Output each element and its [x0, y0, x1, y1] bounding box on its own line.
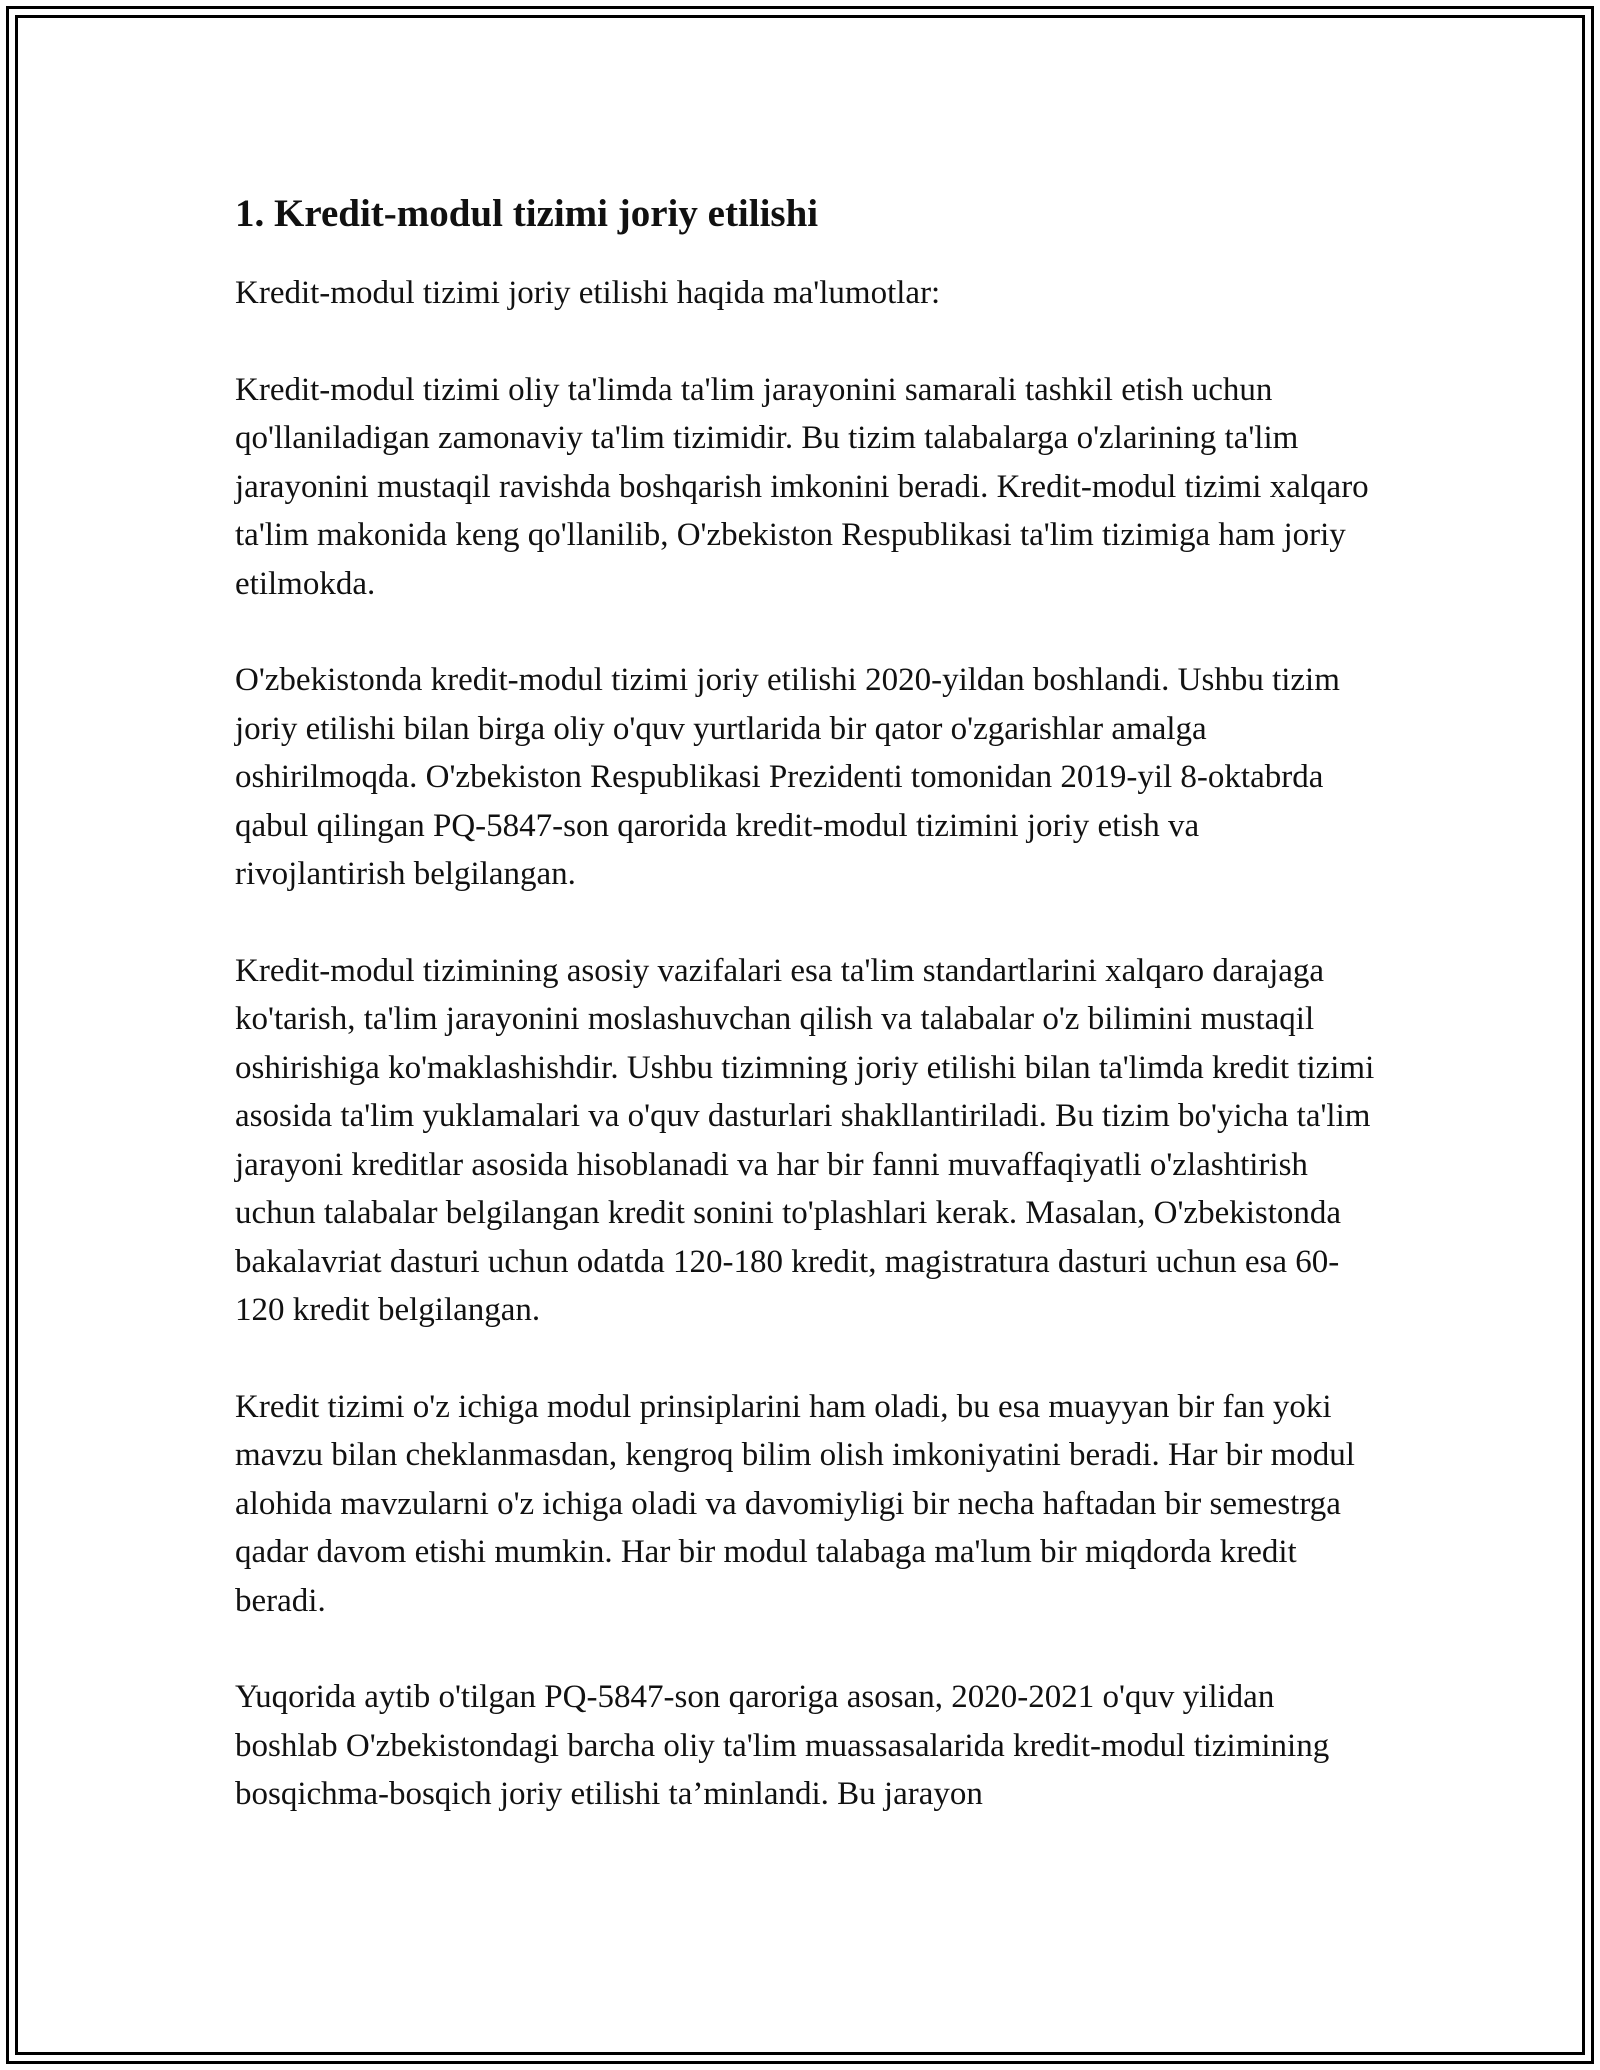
paragraph-4: Kredit tizimi o'z ichiga modul prinsiplarini ham oladi, bu esa muayyan bir fan yoki mavzu bilan cheklanmasdan, kengroq bilim olish imkoniyatini beradi. Har bir modul alohida mavzularni o'z ichiga oladi va davomiyligi bir necha haftadan bir semestrga qadar davom etishi mumkin. Har bir modul talabaga ma'lum bir miqdorda kredit beradi.: [235, 1388, 1355, 1619]
paragraph-5: Yuqorida aytib o'tilgan PQ-5847-son qaroriga asosan, 2020-2021 o'quv yilidan boshlab O'zbekistondagi barcha oliy ta'lim muassasalarida kredit-modul tizimining bosqichma-bosqich joriy etilishi ta’minlandi. Bu jarayon: [235, 1679, 1330, 1812]
paragraph-2: O'zbekistonda kredit-modul tizimi joriy etilishi 2020-yildan boshlandi. Ushbu tizim joriy etilishi bilan birga oliy o'quv yurtlarida bir qator o'zgarishlar amalga oshirilmoqda. O'zbekiston Respublikasi Prezidenti tomonidan 2019-yil 8-oktabrda qabul qilingan PQ-5847-son qarorida kredit-modul tizimini joriy etish va rivojlantirish belgilangan.: [235, 662, 1340, 892]
paragraph-3: Kredit-modul tizimining asosiy vazifalari esa ta'lim standartlarini xalqaro darajaga ko'tarish, ta'lim jarayonini moslashuvchan qilish va talabalar o'z bilimini mustaqil oshirishiga ko'maklashishdir. Ushbu tizimning joriy etilishi bilan ta'limda kredit tizimi asosida ta'lim yuklamalari va o'quv dasturlari shakllantiriladi. Bu tizim bo'yicha ta'lim jarayoni kreditlar asosida hisoblanadi va har bir fanni muvaffaqiyatli o'zlashtirish uchun talabalar belgilangan kredit sonini to'plashlari kerak. Masalan, O'zbekistonda bakalavriat dasturi uchun odatda 120-180 kredit, magistratura dasturi uchun esa 60-120 kredit belgilangan.: [235, 952, 1375, 1328]
document-body: [235, 186, 1375, 1867]
section-heading: 1. Kredit-modul tizimi joriy etilishi: [235, 192, 819, 235]
paragraph-1: Kredit-modul tizimi oliy ta'limda ta'lim jarayonini samarali tashkil etish uchun qo'llaniladigan zamonaviy ta'lim tizimidir. Bu tizim talabalarga o'zlarining ta'lim jarayonini mustaqil ravishda boshqarish imkonini beradi. Kredit-modul tizimi xalqaro ta'lim makonida keng qo'llanilib, O'zbekiston Respublikasi ta'lim tizimiga ham joriy etilmokda.: [235, 371, 1369, 602]
intro-line: Kredit-modul tizimi joriy etilishi haqida ma'lumotlar:: [235, 275, 941, 311]
